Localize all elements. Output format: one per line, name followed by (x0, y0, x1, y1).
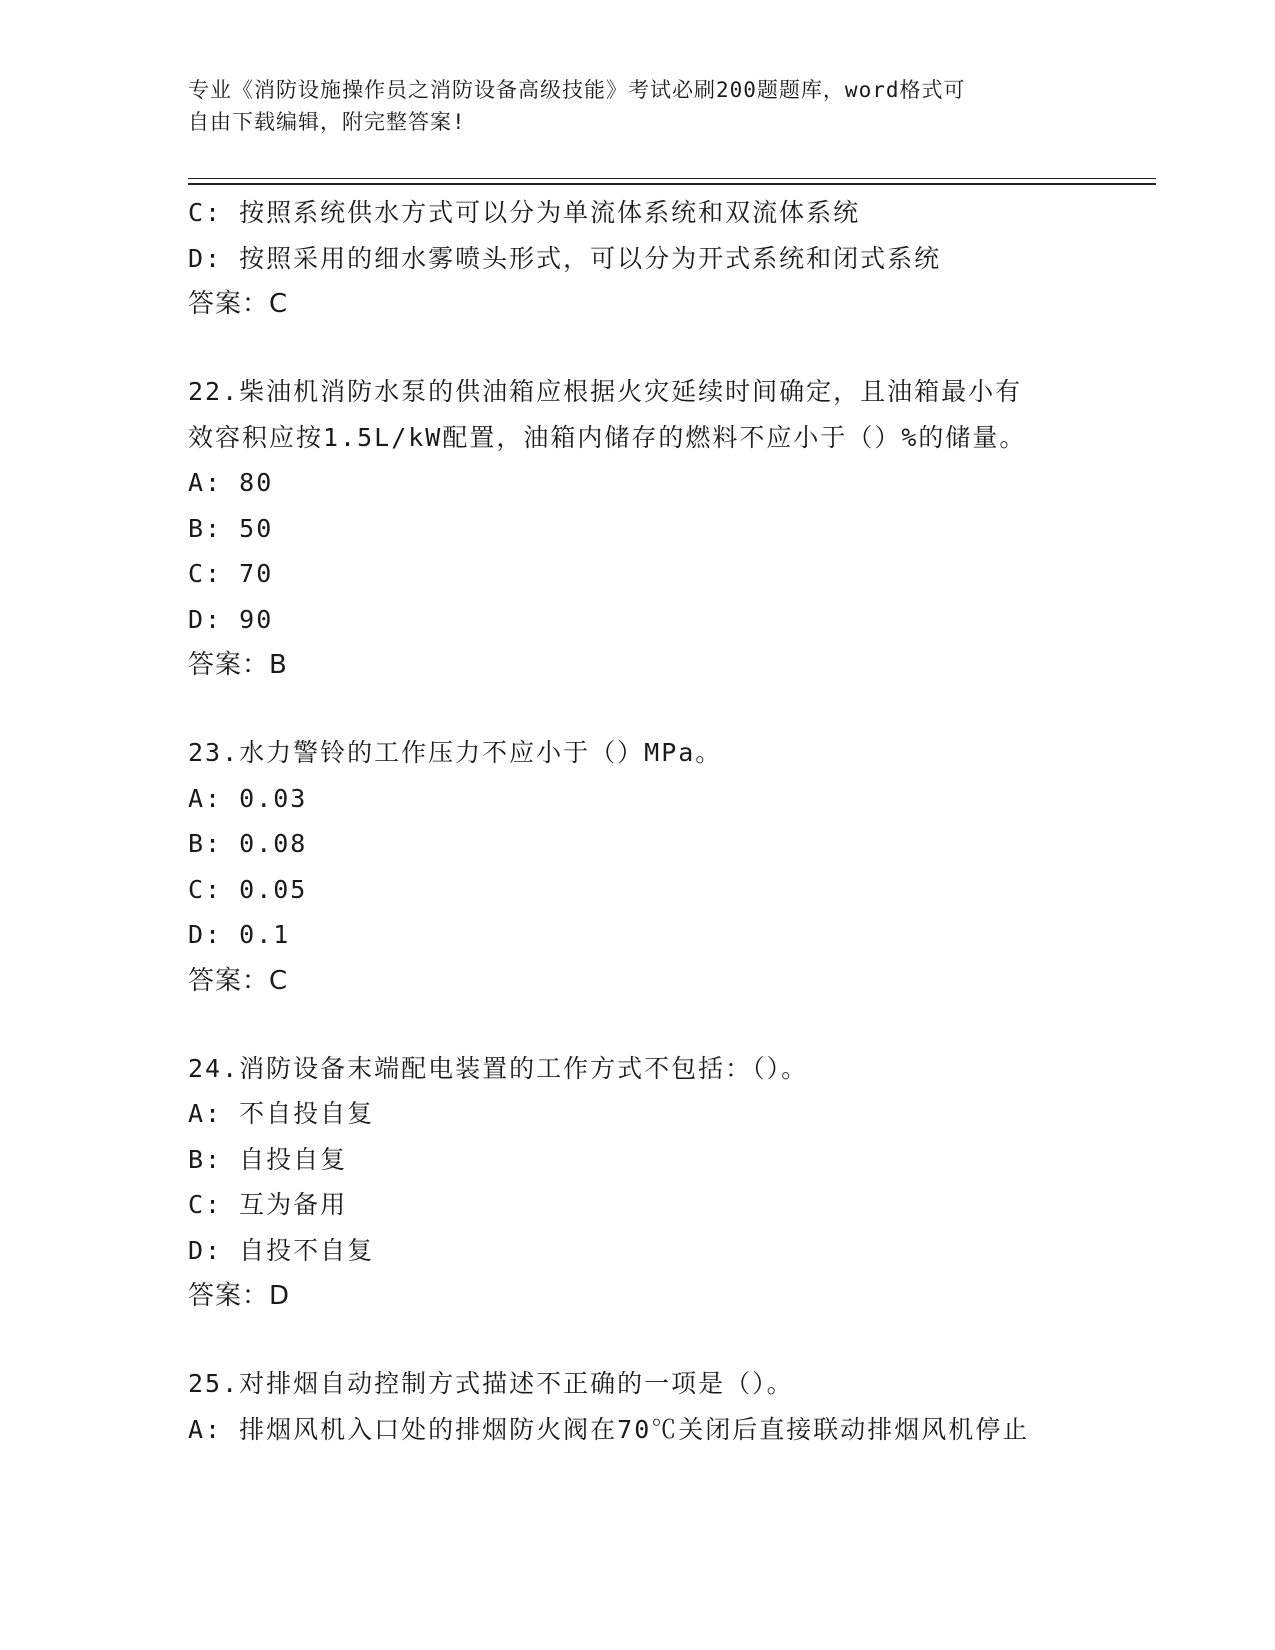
question-stem-line-2: 效容积应按1.5L/kW配置，油箱内储存的燃料不应小于（）%的储量。 (188, 422, 1027, 452)
answer-label: 答案：C (188, 289, 289, 319)
option-d: D: 按照采用的细水雾喷头形式，可以分为开式系统和闭式系统 (188, 243, 942, 273)
header-line-2: 自由下载编辑，附完整答案! (188, 110, 466, 134)
question-spacer (188, 327, 1156, 369)
option-b: B: 0.08 (188, 829, 308, 858)
option-b: B: 自投自复 (188, 1144, 348, 1174)
option-a: A: 排烟风机入口处的排烟防火阀在70℃关闭后直接联动排烟风机停止 (188, 1414, 1030, 1444)
question-stem-line-1: 24.消防设备末端配电装置的工作方式不包括：（）。 (188, 1053, 809, 1083)
question-25 (188, 1361, 1156, 1452)
option-c: C: 0.05 (188, 874, 308, 904)
question-spacer (188, 1319, 1156, 1361)
option-a: A: 0.03 (188, 783, 308, 813)
question-spacer (188, 1004, 1156, 1046)
answer-label: 答案：B (188, 650, 288, 680)
header-divider-thin (188, 178, 1156, 179)
option-c: C: 按照系统供水方式可以分为单流体系统和双流体系统 (188, 198, 861, 227)
option-b: B: 50 (188, 513, 274, 543)
option-a: A: 80 (188, 468, 274, 497)
question-22 (188, 369, 1156, 688)
option-d: D: 自投不自复 (188, 1235, 375, 1265)
answer-label: 答案：D (188, 1281, 291, 1311)
question-stem-line-1: 22.柴油机消防水泵的供油箱应根据火灾延续时间确定，且油箱最小有 (188, 377, 1023, 406)
question-23 (188, 730, 1156, 1004)
question-21 (188, 190, 1156, 327)
document-header (188, 74, 1088, 138)
question-24 (188, 1046, 1156, 1320)
header-divider-thick (188, 183, 1156, 185)
question-stem-line-1: 23.水力警铃的工作压力不应小于（）MPa。 (188, 738, 723, 767)
option-c: C: 70 (188, 559, 274, 588)
option-c: C: 互为备用 (188, 1190, 348, 1219)
header-line-1: 专业《消防设施操作员之消防设备高级技能》考试必刷200题题库，word格式可 (188, 78, 966, 102)
option-d: D: 0.1 (188, 920, 291, 949)
question-list (188, 190, 1156, 1452)
question-stem-line-1: 25.对排烟自动控制方式描述不正确的一项是（）。 (188, 1369, 794, 1398)
option-d: D: 90 (188, 604, 274, 634)
answer-label: 答案：C (188, 965, 289, 996)
option-a: A: 不自投自复 (188, 1099, 375, 1128)
question-spacer (188, 688, 1156, 730)
